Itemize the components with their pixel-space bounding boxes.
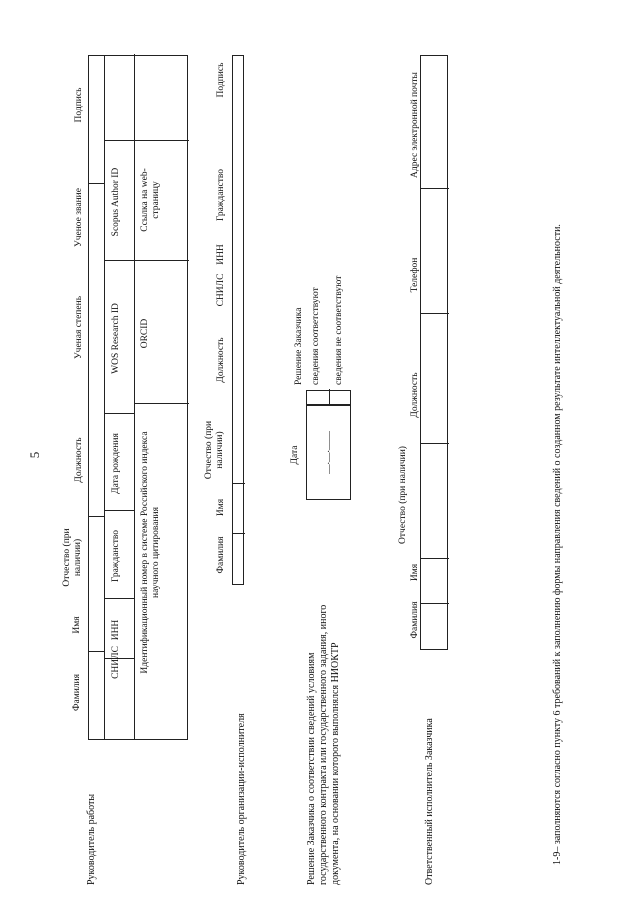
page-number: 5 bbox=[27, 451, 42, 459]
cell-citizenship: Гражданство bbox=[111, 529, 121, 583]
resp-header-email: Адрес электронной почты bbox=[410, 72, 420, 178]
org-head-table bbox=[232, 55, 244, 585]
org-header-position: Должность bbox=[216, 337, 226, 383]
header-title: Ученое звание bbox=[74, 188, 84, 247]
header-name: Имя bbox=[72, 616, 82, 634]
header-degree: Ученая степень bbox=[74, 295, 84, 360]
resp-header-surname: Фамилия bbox=[410, 601, 420, 639]
footnote: 1-9– заполняются согласно пункту 6 требований к заполнению формы направления сведений о созданном результате интеллектуальной деятельности. bbox=[552, 224, 563, 865]
resp-header-phone: Телефон bbox=[410, 257, 420, 293]
org-head-label: Руководитель организации-исполнителя bbox=[236, 713, 247, 885]
cell-web: Ссылка на web-страницу bbox=[140, 168, 161, 232]
customer-decision-text: Решение Заказчика о соответствии сведений условиям государственного контракта или государственного задания, иного документа, на основании которого выполнялся НИОКТР bbox=[306, 604, 341, 885]
decision-checkboxes bbox=[306, 390, 351, 405]
cell-inn: ИНН bbox=[111, 619, 121, 641]
org-header-inn: ИНН bbox=[216, 244, 226, 265]
org-header-citizenship: Гражданство bbox=[216, 168, 226, 222]
cell-rsci: Идентификационный номер в системе Российского индекса научного цитирования bbox=[140, 431, 161, 674]
org-header-signature: Подпись bbox=[216, 62, 226, 98]
work-leader-label: Руководитель работы bbox=[86, 793, 97, 885]
org-header-name: Имя bbox=[216, 498, 226, 517]
header-position: Должность bbox=[74, 437, 84, 483]
date-label: Дата bbox=[290, 445, 300, 465]
header-surname: Фамилия bbox=[72, 674, 82, 712]
option-match: сведения соответствуют bbox=[311, 287, 321, 385]
cell-birthdate: Дата рождения bbox=[111, 433, 121, 494]
date-value: __.__.____ bbox=[322, 431, 332, 474]
resp-header-patronymic: Отчество (при наличии) bbox=[398, 446, 408, 544]
responsible-table bbox=[420, 55, 448, 650]
cell-snils: СНИЛС bbox=[111, 646, 121, 679]
resp-header-name: Имя bbox=[410, 563, 420, 582]
org-header-patronymic: Отчество (при наличии) bbox=[204, 420, 225, 480]
decision-label: Решение Заказчика bbox=[294, 307, 304, 385]
resp-header-position: Должность bbox=[410, 372, 420, 418]
org-header-snils: СНИЛС bbox=[216, 273, 226, 307]
cell-scopus: Scopus Author ID bbox=[111, 167, 121, 237]
cell-orcid: ORCID bbox=[140, 318, 150, 349]
org-header-surname: Фамилия bbox=[216, 536, 226, 574]
header-signature: Подпись bbox=[74, 87, 84, 123]
option-nomatch: сведения не соответствуют bbox=[334, 275, 344, 385]
cell-wos: WOS Research ID bbox=[111, 303, 121, 374]
responsible-label: Ответственный исполнитель Заказчика bbox=[424, 718, 435, 885]
header-patronymic: Отчество (при наличии) bbox=[62, 528, 83, 587]
signature-box bbox=[88, 55, 188, 190]
